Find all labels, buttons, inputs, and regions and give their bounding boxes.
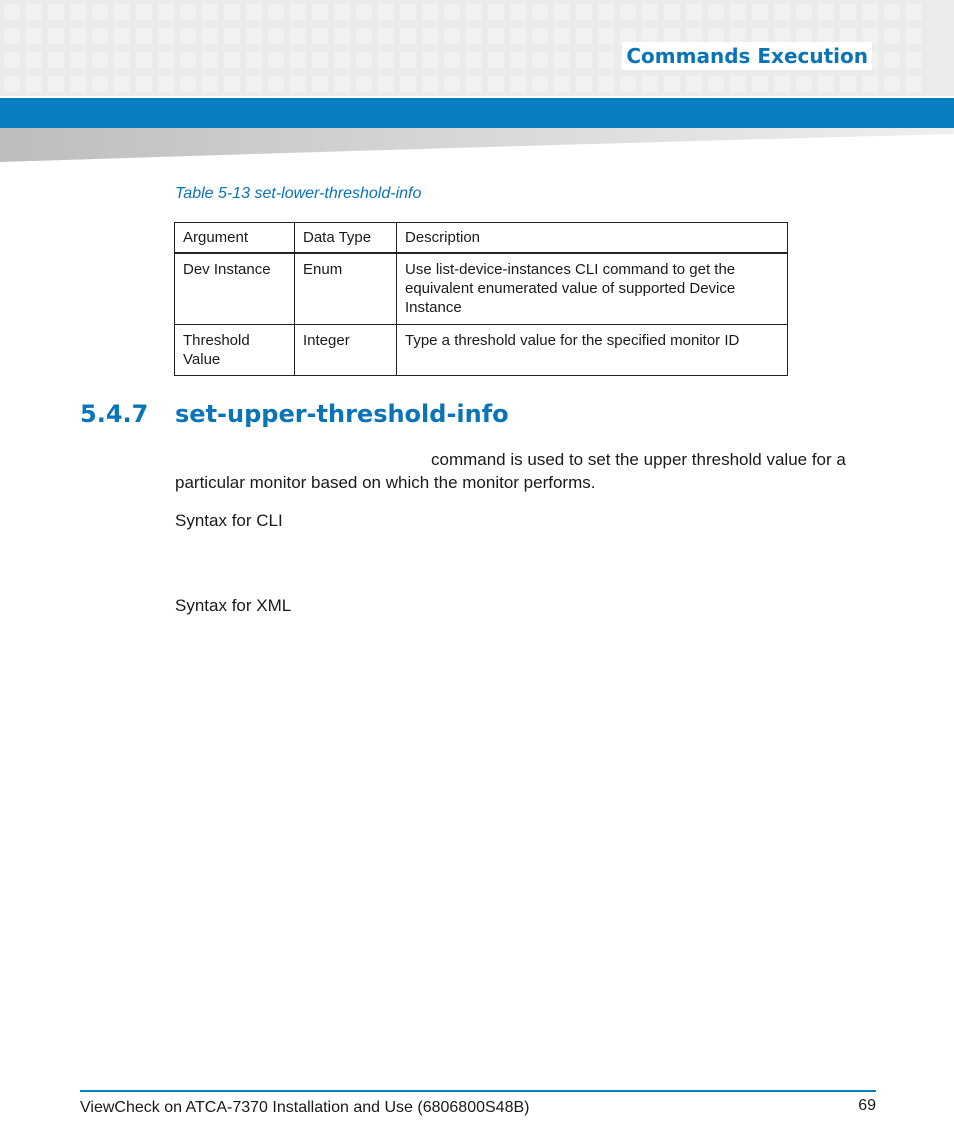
header-pattern-cell: [378, 52, 394, 68]
header-pattern-cell: [466, 52, 482, 68]
header-pattern-cell: [598, 4, 614, 20]
header-pattern-cell: [246, 76, 262, 92]
header-pattern-cell: [642, 4, 658, 20]
column-header-data-type: Data Type: [295, 223, 397, 254]
header-pattern-cell: [268, 52, 284, 68]
header-pattern-cell: [576, 28, 592, 44]
header-pattern-cell: [730, 4, 746, 20]
table-caption: Table 5-13 set-lower-threshold-info: [175, 185, 422, 202]
header-pattern-cell: [422, 28, 438, 44]
header-pattern-cell: [290, 76, 306, 92]
cell-data-type: Integer: [295, 325, 397, 376]
cell-description: Use list-device-instances CLI command to get the equivalent enumerated value of supported Device Instance: [397, 253, 788, 325]
header-pattern-cell: [466, 76, 482, 92]
header-pattern-cell: [488, 28, 504, 44]
header-pattern-cell: [4, 4, 20, 20]
header-pattern-cell: [730, 76, 746, 92]
header-pattern-cell: [400, 28, 416, 44]
header-pattern-cell: [554, 52, 570, 68]
footer-rule: [80, 1090, 876, 1092]
header-pattern-cell: [114, 76, 130, 92]
header-pattern-cell: [466, 28, 482, 44]
header-pattern-cell: [356, 76, 372, 92]
header-pattern-cell: [884, 4, 900, 20]
footer-doc-title: ViewCheck on ATCA-7370 Installation and Use (6806800S48B): [80, 1099, 530, 1116]
header-pattern-cell: [114, 28, 130, 44]
header-pattern-cell: [202, 52, 218, 68]
header-pattern-cell: [356, 52, 372, 68]
header-pattern-cell: [158, 52, 174, 68]
header-pattern-cell: [378, 76, 394, 92]
header-pattern-cell: [290, 28, 306, 44]
header-pattern-cell: [4, 52, 20, 68]
header-pattern-cell: [158, 28, 174, 44]
header-pattern-cell: [48, 52, 64, 68]
header-pattern-cell: [752, 4, 768, 20]
header-pattern-cell: [400, 4, 416, 20]
header-pattern-cell: [290, 52, 306, 68]
header-pattern-cell: [488, 52, 504, 68]
header-pattern-cell: [400, 52, 416, 68]
header-pattern-cell: [48, 4, 64, 20]
header-pattern-cell: [136, 76, 152, 92]
header-pattern-cell: [620, 4, 636, 20]
paragraph-text: command is used to set the upper threshold value for a particular monitor based on which the monitor performs.: [175, 450, 846, 492]
header-pattern-cell: [576, 76, 592, 92]
header-pattern-cell: [70, 28, 86, 44]
header-pattern-cell: [70, 52, 86, 68]
header-pattern-cell: [180, 52, 196, 68]
header-pattern-cell: [686, 4, 702, 20]
header-pattern-cell: [92, 76, 108, 92]
header-pattern-cell: [26, 28, 42, 44]
header-pattern-cell: [554, 76, 570, 92]
header-pattern-cell: [906, 76, 922, 92]
section-heading: [80, 400, 509, 428]
header-pattern-cell: [224, 4, 240, 20]
header-pattern-cell: [268, 76, 284, 92]
header-pattern-cell: [884, 28, 900, 44]
section-paragraph: [175, 448, 855, 494]
header-pattern-cell: [510, 76, 526, 92]
section-number: 5.4.7: [80, 400, 149, 428]
header-pattern-cell: [884, 76, 900, 92]
header-pattern-cell: [796, 76, 812, 92]
header-pattern-cell: [48, 76, 64, 92]
running-section-title: Commands Execution: [622, 42, 872, 70]
column-header-argument: Argument: [175, 223, 295, 254]
header-pattern-cell: [510, 4, 526, 20]
header-blue-bar: [0, 98, 954, 128]
header-pattern-cell: [356, 28, 372, 44]
header-pattern-cell: [686, 76, 702, 92]
header-pattern-cell: [906, 28, 922, 44]
header-pattern-cell: [202, 28, 218, 44]
header-pattern-cell: [312, 4, 328, 20]
header-pattern-cell: [444, 76, 460, 92]
table-row: [175, 253, 788, 325]
header-pattern-cell: [620, 76, 636, 92]
header-pattern-cell: [70, 76, 86, 92]
header-pattern-cell: [202, 76, 218, 92]
header-pattern-cell: [334, 4, 350, 20]
header-pattern-cell: [664, 4, 680, 20]
header-pattern-cell: [136, 4, 152, 20]
header-pattern-cell: [334, 52, 350, 68]
header-pattern-cell: [246, 4, 262, 20]
header-pattern-cell: [884, 52, 900, 68]
header-pattern-cell: [422, 76, 438, 92]
header-pattern-cell: [400, 76, 416, 92]
header-pattern-cell: [598, 28, 614, 44]
header-pattern-cell: [334, 28, 350, 44]
syntax-xml-label: Syntax for XML: [175, 596, 292, 615]
header-pattern-cell: [642, 76, 658, 92]
header-pattern-cell: [136, 52, 152, 68]
header-pattern-cell: [818, 4, 834, 20]
header-pattern-cell: [774, 76, 790, 92]
header-pattern-cell: [532, 28, 548, 44]
section-title: set-upper-threshold-info: [175, 400, 509, 428]
header-pattern-cell: [4, 28, 20, 44]
header-pattern-cell: [576, 4, 592, 20]
header-pattern-cell: [532, 76, 548, 92]
syntax-cli-label: Syntax for CLI: [175, 511, 283, 530]
header-pattern-cell: [906, 4, 922, 20]
header-pattern-cell: [246, 52, 262, 68]
header-pattern-cell: [422, 52, 438, 68]
header-pattern-cell: [796, 4, 812, 20]
header-pattern-cell: [268, 28, 284, 44]
header-pattern-cell: [444, 4, 460, 20]
cell-argument: Threshold Value: [175, 325, 295, 376]
header-pattern-cell: [422, 4, 438, 20]
header-pattern-cell: [510, 52, 526, 68]
header-pattern-cell: [312, 76, 328, 92]
header-pattern-cell: [114, 52, 130, 68]
header-pattern-cell: [158, 76, 174, 92]
header-pattern-cell: [444, 52, 460, 68]
header-pattern-cell: [840, 4, 856, 20]
cell-data-type: Enum: [295, 253, 397, 325]
header-pattern-cell: [246, 28, 262, 44]
header-pattern-cell: [378, 28, 394, 44]
header-pattern-cell: [114, 4, 130, 20]
header-pattern-cell: [158, 4, 174, 20]
arguments-table: [174, 222, 788, 376]
header-pattern-cell: [290, 4, 306, 20]
header-pattern-cell: [752, 76, 768, 92]
header-pattern-cell: [598, 76, 614, 92]
cell-description: Type a threshold value for the specified monitor ID: [397, 325, 788, 376]
header-pattern-cell: [180, 28, 196, 44]
header-pattern-cell: [70, 4, 86, 20]
table-header-row: [175, 223, 788, 254]
header-pattern-cell: [554, 4, 570, 20]
header-pattern-cell: [532, 4, 548, 20]
header-pattern-cell: [92, 52, 108, 68]
footer-page-number: 69: [858, 1097, 876, 1114]
header-pattern-cell: [224, 28, 240, 44]
header-pattern-cell: [444, 28, 460, 44]
header-pattern-cell: [488, 76, 504, 92]
header-pattern-cell: [334, 76, 350, 92]
table-row: [175, 325, 788, 376]
header-pattern-cell: [818, 76, 834, 92]
header-pattern-cell: [224, 76, 240, 92]
header-pattern-cell: [26, 76, 42, 92]
header-pattern-cell: [4, 76, 20, 92]
header-pattern-cell: [906, 52, 922, 68]
header-pattern-cell: [48, 28, 64, 44]
header-pattern-cell: [708, 4, 724, 20]
header-pattern-cell: [136, 28, 152, 44]
header-pattern-cell: [268, 4, 284, 20]
header-pattern-cell: [356, 4, 372, 20]
header-pattern-cell: [664, 76, 680, 92]
header-pattern-cell: [92, 28, 108, 44]
header-pattern-cell: [224, 52, 240, 68]
column-header-description: Description: [397, 223, 788, 254]
header-pattern-cell: [576, 52, 592, 68]
header-pattern-cell: [180, 4, 196, 20]
header-pattern-cell: [26, 4, 42, 20]
header-pattern-cell: [510, 28, 526, 44]
header-pattern-cell: [378, 4, 394, 20]
header-pattern-cell: [554, 28, 570, 44]
header-pattern-cell: [202, 4, 218, 20]
header-pattern-cell: [708, 76, 724, 92]
header-pattern-cell: [774, 4, 790, 20]
cell-argument: Dev Instance: [175, 253, 295, 325]
header-pattern-cell: [312, 28, 328, 44]
header-pattern-cell: [862, 4, 878, 20]
header-pattern-cell: [532, 52, 548, 68]
header-pattern-cell: [26, 52, 42, 68]
header-pattern-cell: [488, 4, 504, 20]
header-pattern-cell: [312, 52, 328, 68]
header-pattern-cell: [92, 4, 108, 20]
header-pattern-cell: [598, 52, 614, 68]
header-pattern-cell: [862, 76, 878, 92]
header-pattern-cell: [180, 76, 196, 92]
header-grey-swoosh: [0, 128, 954, 164]
header-pattern-cell: [840, 76, 856, 92]
header-pattern-cell: [466, 4, 482, 20]
